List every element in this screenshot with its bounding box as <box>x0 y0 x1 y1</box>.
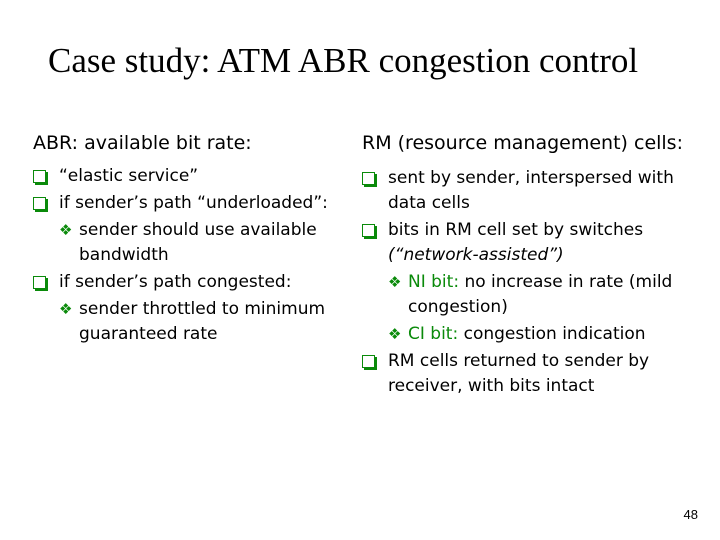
sub-list-item <box>362 270 697 320</box>
list-item-text: bits in RM cell set by switches <box>388 220 644 240</box>
list-item-text: “elastic service” <box>59 166 199 186</box>
list-item-text: if sender’s path “underloaded”: <box>59 193 328 213</box>
left-column <box>33 130 333 349</box>
left-heading: ABR: available bit rate: <box>33 132 252 154</box>
sub-list-item-text: sender should use available bandwidth <box>79 220 317 265</box>
square-bullet-icon <box>362 224 375 237</box>
square-bullet-icon <box>33 170 46 183</box>
sub-list-item <box>33 297 333 347</box>
list-item <box>362 349 697 399</box>
sub-list-item-text: congestion indication <box>458 324 646 344</box>
page-number: 48 <box>683 507 698 522</box>
list-item-text: sent by sender, interspersed with data cells <box>388 168 674 213</box>
right-column <box>362 130 697 401</box>
list-item <box>33 270 333 295</box>
square-bullet-icon <box>33 197 46 210</box>
ci-bit-label: CI bit: <box>408 324 459 344</box>
list-item <box>33 191 333 216</box>
diamond-bullet-icon: ❖ <box>59 221 73 239</box>
sub-list-item-text: sender throttled to minimum guaranteed rate <box>79 299 326 344</box>
right-heading: RM (resource management) cells: <box>362 132 683 154</box>
slide-title: Case study: ATM ABR congestion control <box>48 41 639 80</box>
sub-list-item-text: no increase in rate (mild congestion) <box>408 272 673 317</box>
list-item <box>362 218 697 268</box>
diamond-bullet-icon: ❖ <box>388 273 402 291</box>
list-item-italic-text: (“network-assisted”) <box>388 245 564 265</box>
sub-list-item <box>362 322 697 347</box>
list-item-text: RM cells returned to sender by receiver, with bits intact <box>388 351 650 396</box>
square-bullet-icon <box>362 172 375 185</box>
list-item <box>33 164 333 189</box>
square-bullet-icon <box>33 276 46 289</box>
list-item <box>362 166 697 216</box>
square-bullet-icon <box>362 355 375 368</box>
sub-list-item <box>33 218 333 268</box>
ni-bit-label: NI bit: <box>408 272 460 292</box>
diamond-bullet-icon: ❖ <box>388 325 402 343</box>
diamond-bullet-icon: ❖ <box>59 300 73 318</box>
list-item-text: if sender’s path congested: <box>59 272 292 292</box>
